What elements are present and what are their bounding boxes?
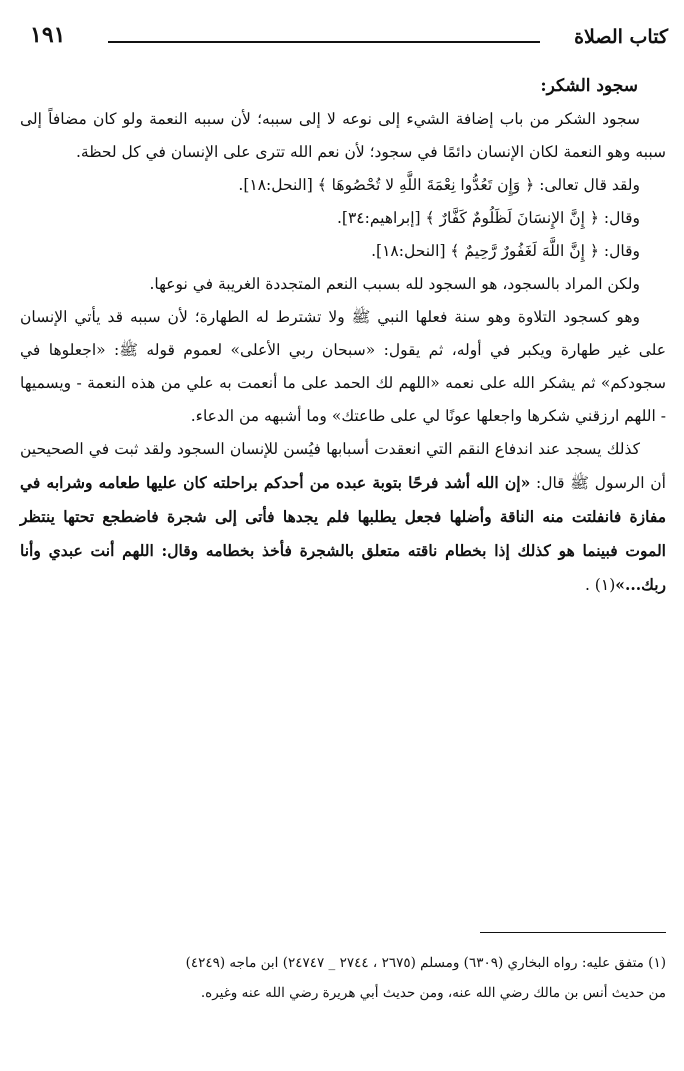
footnotes [16, 948, 666, 1008]
quran-quote-1: ولقد قال تعالى: ﴿ وَإِن تَعُدُّوا نِعْمَةَ اللَّهِ لا تُحْصُوهَا ﴾ [النحل:١٨]. [238, 176, 640, 194]
footnote-1-line-1: (١) متفق عليه: رواه البخاري (٦٣٠٩) ومسلم (٢٦٧٥ ، ٢٧٤٤ _ ٢٤٧٤٧) ابن ماجه (٤٢٤٩) [185, 955, 666, 971]
hadith-text: «إن الله أشد فرحًا بتوبة عبده من أحدكم براحلته كان عليها طعامه وشرابه في مفازة فانفلتت منه الناقة وأضلها فجعل يطلبها فلم يجدها فأتى إلى شجرة فاضطجع تحتها ينتظر الموت فبينما هو كذلك إذا بخطام ناقته متعلق بالشجرة فأخذ بخطامه وقال: اللهم أنت عبدي وأنا ربك...» [20, 473, 666, 594]
header-rule [108, 41, 540, 43]
paragraph-method: وهو كسجود التلاوة وهو سنة فعلها النبي ﷺ ولا تشترط له الطهارة؛ لأن سببه قد يأتي الإنسان على غير طهارة ويكبر في أوله، ثم يقول: «سبحان ربي الأعلى» لعموم قوله ﷺ: «اجعلوها في سجودكم» ثم يشكر الله على نعمه «اللهم لك الحمد على ما أنعمت به علي من هذه النعمة - ويسميها - اللهم ارزقني شكرها واجعلها عونًا لي على طاعتك» وما أشبهه من الدعاء. [20, 308, 666, 425]
running-header [30, 22, 668, 56]
footnote-ref: (١) . [584, 576, 616, 594]
hadith-intro: كذلك يسجد عند اندفاع النقم التي انعقدت أسبابها فيُسن للإنسان السجود ولقد ثبت في الصحيحين أن الرسول ﷺ قال: [20, 440, 666, 492]
footnote-1-line-2: من حديث أنس بن مالك رضي الله عنه، ومن حديث أبي هريرة رضي الله عنه وغيره. [200, 985, 666, 1001]
page-number: ١٩١ [30, 22, 66, 48]
paragraph-meaning: ولكن المراد بالسجود، هو السجود لله بسبب النعم المتجددة الغريبة في نوعها. [149, 275, 640, 293]
paragraph-hadith [20, 433, 666, 602]
paragraph-intro: سجود الشكر من باب إضافة الشيء إلى نوعه لا إلى سببه؛ لأن سببه النعمة ولو كان مضافاً إلى سببه وهو النعمة لكان الإنسان دائمًا في سجود؛ لأن نعم الله تترى على الإنسان في كل لحظة. [20, 110, 666, 161]
footnote-separator [480, 932, 666, 933]
section-title: سجود الشكر: [540, 76, 638, 96]
main-text [20, 70, 666, 602]
quran-quote-3: وقال: ﴿ إِنَّ اللَّهَ لَغَفُورٌ رَّحِيمٌ ﴾ [النحل:١٨]. [371, 242, 640, 260]
chapter-title: كتاب الصلاة [574, 26, 668, 48]
quran-quote-2: وقال: ﴿ إِنَّ الإِنسَانَ لَظَلُومٌ كَفَّارٌ ﴾ [إبراهيم:٣٤]. [337, 209, 640, 227]
